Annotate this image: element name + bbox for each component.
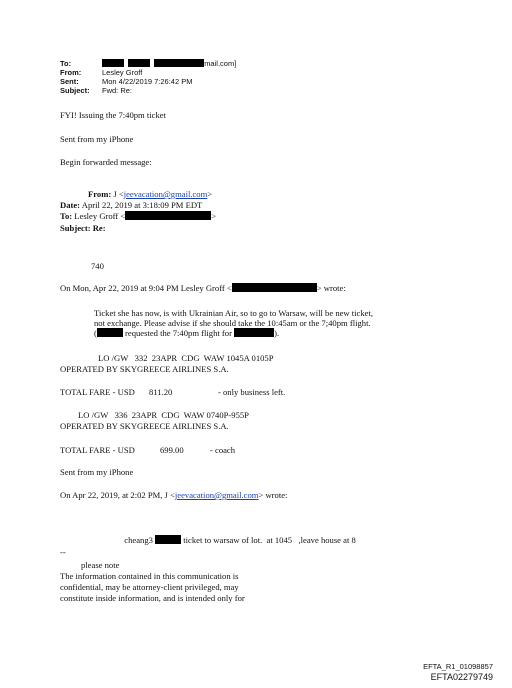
redaction: [232, 283, 317, 292]
quote1-line2: not exchange. Please advise if she should take the 10:45am or the 7;40pm flight.: [94, 318, 371, 328]
fwd-to-close: >: [211, 211, 217, 221]
flight2-line: LO /GW 336 23APR CDG WAW 0740P-955P: [78, 410, 249, 420]
quote1-line3: [94, 328, 279, 338]
flight2-fare-note: - coach: [210, 445, 236, 455]
flight1-fare-note: - only business left.: [218, 387, 286, 397]
begin-forwarded: Begin forwarded message:: [60, 157, 152, 167]
fwd-subject-label: Subject:: [60, 223, 91, 233]
sent-row: [60, 77, 193, 86]
fwd-from-email[interactable]: jeevacation@gmail.com: [123, 189, 208, 199]
fwd-from-label: From:: [88, 189, 112, 199]
redaction: [125, 211, 211, 220]
fwd-subject-row: [60, 223, 106, 233]
fwd-date-label: Date:: [60, 200, 81, 210]
quote2-intro-end: > wrote:: [258, 490, 288, 500]
fwd-from-row: [88, 189, 212, 199]
sent-label: Sent:: [60, 77, 79, 86]
footer-code-1: EFTA_R1_01098857: [423, 662, 493, 671]
fwd-from-name: J <: [113, 189, 124, 199]
quote2-msg-start: cheang3: [124, 535, 153, 545]
sig-line2: confidential, may be attorney-client privileged, may: [60, 582, 239, 592]
flight1-operated: OPERATED BY SKYGREECE AIRLINES S.A.: [60, 364, 229, 374]
sig-line1: The information contained in this communication is: [60, 571, 239, 581]
reply-740: 740: [91, 261, 104, 271]
sig-please-note: please note: [81, 560, 120, 570]
flight2-fare-label: TOTAL FARE - USD: [60, 445, 135, 455]
to-label: To:: [60, 59, 72, 68]
redaction: [234, 328, 274, 337]
fwd-to-value: Lesley Groff <: [74, 211, 126, 221]
quote2-intro: [60, 490, 287, 500]
flight2-operated: OPERATED BY SKYGREECE AIRLINES S.A.: [60, 421, 229, 431]
sig-line3: constitute inside information, and is intended only for: [60, 593, 245, 603]
fwd-date-value: April 22, 2019 at 3:18:09 PM EDT: [81, 200, 203, 210]
flight2-fare: [60, 445, 236, 455]
redaction: [97, 328, 123, 337]
fwd-date-row: [60, 200, 202, 210]
quote1-line3-mid: requested the 7:40pm flight for: [122, 328, 235, 338]
flight1-line: LO /GW 332 23APR CDG WAW 1045A 0105P: [98, 353, 274, 363]
quote2-message: [120, 525, 356, 545]
sent-from-iphone-2: Sent from my iPhone: [60, 467, 134, 477]
quote2-intro-text: On Apr 22, 2019, at 2:02 PM, J <: [60, 490, 175, 500]
fwd-to-label: To:: [60, 211, 73, 221]
footer-code-2: EFTA02279749: [430, 672, 493, 682]
fyi-line: FYI! Issuing the 7:40pm ticket: [60, 110, 166, 120]
fwd-from-close: >: [207, 189, 213, 199]
quote1-intro-end: > wrote:: [316, 283, 346, 293]
quote2-email[interactable]: jeevacation@gmail.com: [174, 490, 259, 500]
flight1-fare-value: 811.20: [149, 387, 173, 397]
subject-value: Fwd: Re:: [102, 86, 133, 95]
to-row: [60, 59, 237, 68]
fwd-to-row: [60, 211, 216, 221]
redaction: [154, 59, 204, 67]
quote1-intro: [60, 283, 346, 293]
to-suffix: mail.com]: [204, 59, 237, 68]
quote1-line3-open: (: [94, 328, 97, 338]
flight1-fare-label: TOTAL FARE - USD: [60, 387, 135, 397]
flight1-fare: [60, 387, 286, 397]
redaction: [128, 59, 150, 67]
redaction: [102, 59, 124, 67]
sent-from-iphone: Sent from my iPhone: [60, 134, 134, 144]
from-label: From:: [60, 68, 82, 77]
quote1-intro-text: On Mon, Apr 22, 2019 at 9:04 PM Lesley Groff <: [60, 283, 232, 293]
redaction: [155, 535, 181, 544]
fwd-subject-value: Re:: [92, 223, 106, 233]
sig-dashes: --: [60, 547, 66, 557]
quote1-line3-end: ).: [274, 328, 280, 338]
subject-label: Subject:: [60, 86, 90, 95]
quote2-msg-end: ticket to warsaw of lot. at 1045 ,leave house at 8: [181, 535, 356, 545]
from-row: [60, 68, 143, 77]
sent-value: Mon 4/22/2019 7:26:42 PM: [102, 77, 193, 86]
from-value: Lesley Groff: [102, 68, 143, 77]
quote1-line1: Ticket she has now, is with Ukrainian Air, so to go to Warsaw, will be new ticket,: [94, 308, 374, 318]
email-header: [60, 59, 237, 95]
flight2-fare-value: 699.00: [160, 445, 184, 455]
subject-row: [60, 86, 133, 95]
